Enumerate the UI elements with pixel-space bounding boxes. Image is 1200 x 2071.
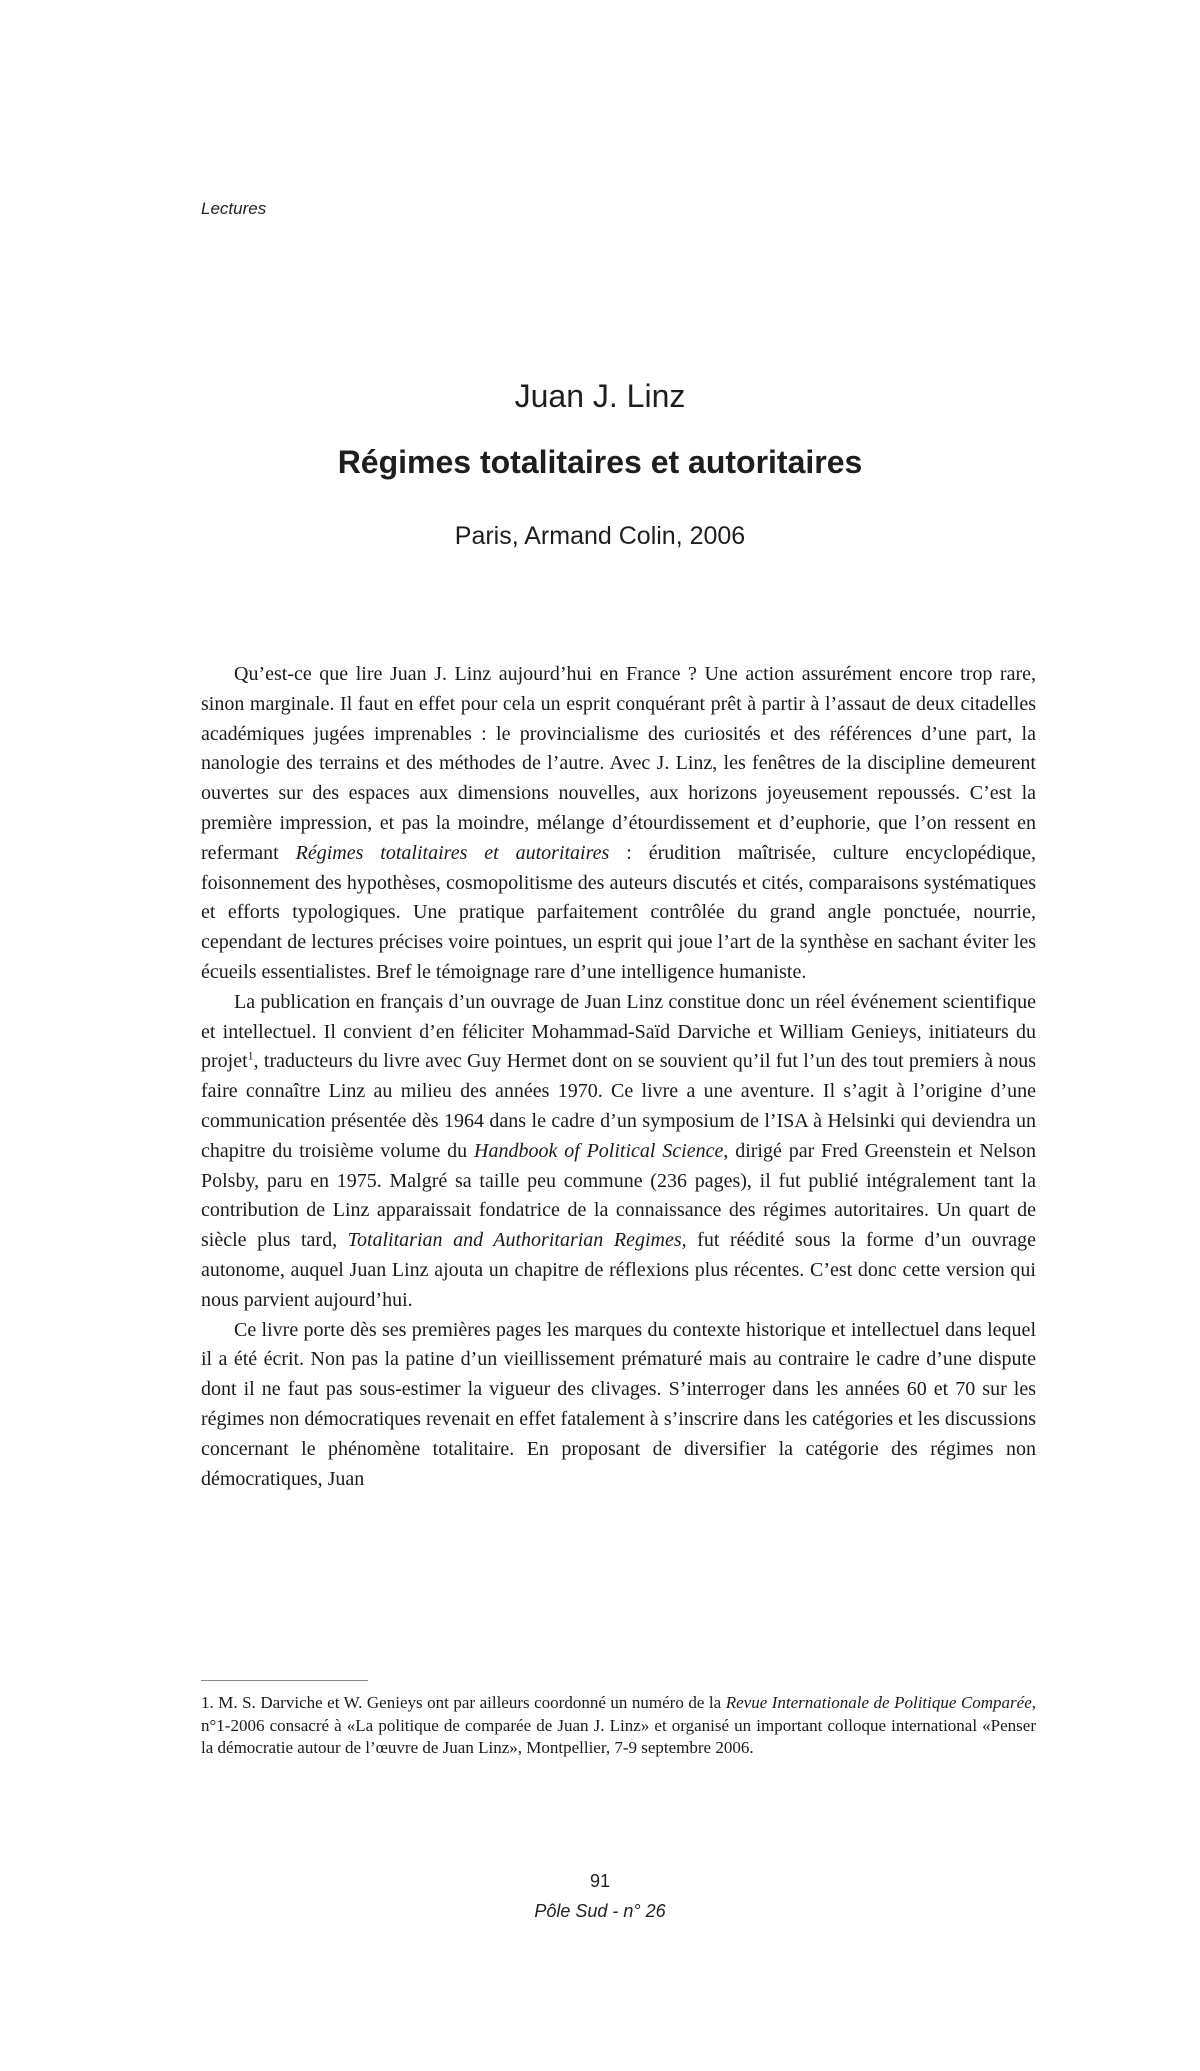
section-label: Lectures (201, 199, 267, 218)
paragraph-3: Ce livre porte dès ses premières pages les marques du contexte historique et intellectuel dans lequel il a été écrit. Non pas la patine d’un vieillissement prématuré mais au contraire le cadre d’une dispute dont il ne faut pas sous-estimer la vigueur des clivages. S’interroger dans les années 60 et 70 sur les régimes non démocratiques revenait en effet fatalement à s’inscrire dans les catégories et les discussions concernant le phénomène totalitaire. En proposant de diversifier la catégorie des régimes non démocratiques, Juan (201, 1318, 1036, 1490)
handbook-title-italic: Handbook of Political Science (474, 1139, 724, 1162)
footnote-divider (201, 1680, 368, 1681)
book-author: Juan J. Linz (514, 378, 686, 414)
book-title: Régimes totalitaires et autoritaires (337, 444, 863, 480)
paragraph-1 (201, 660, 1036, 988)
paragraph-2-text-f: , fut réédité sous la forme d’un ouvrage autonome, auquel Juan Linz ajouta un chapitre de réflexions plus récentes. C’est donc cette version qui nous parvient aujourd’hui. (201, 1229, 1036, 1311)
footnote-text-c: , n°1-2006 consacré à «La politique de comparée de Juan J. Linz» et organisé un important colloque international «Penser la démocratie autour de l’œuvre de Juan Linz», Montpellier, 7-9 septembre 2006. (201, 1693, 1036, 1757)
original-title-italic: Totalitarian and Authoritarian Regimes (347, 1229, 682, 1252)
book-publisher: Paris, Armand Colin, 2006 (454, 522, 746, 550)
paragraph-1-text-c: : érudition maîtrisée, culture encyclopédique, foisonnement des hypothèses, cosmopolitisme des auteurs discutés et cités, comparaisons systématiques et efforts typologiques. Une pratique parfaitement contrôlée du grand angle ponctuée, nourrie, cependant de lectures précises voire pointues, un esprit qui joue l’art de la synthèse en sachant éviter les écueils essentialistes. Bref le témoignage rare d’une intelligence humaniste. (201, 841, 1036, 983)
paragraph-2-text-b: , traducteurs du livre avec Guy Hermet dont on se souvient qu’il fut l’un des tout premiers à nous faire connaître Linz au milieu des années 1970. Ce livre a une aventure. Il s’agit à l’origine d’une communication présentée dès 1964 dans le cadre d’un symposium de l’ISA à Helsinki qui deviendra un chapitre du troisième volume du (201, 1050, 1036, 1162)
page-number: 91 (589, 1871, 611, 1891)
footnote (201, 1692, 1036, 1760)
paragraph-2-text-d: , dirigé par Fred Greenstein et Nelson Polsby, paru en 1975. Malgré sa taille peu commune (236 pages), il fut publié intégralement tant la contribution de Linz apparaissait fondatrice de la connaissance des régimes autoritaires. Un quart de siècle plus tard, (201, 1139, 1036, 1252)
footnote-reference[interactable]: 1 (247, 1048, 254, 1063)
footnote-text-a: 1. M. S. Darviche et W. Genieys ont par ailleurs coordonné un numéro de la (201, 1693, 726, 1712)
journal-issue: Pôle Sud - n° 26 (534, 1901, 666, 1921)
review-body (201, 660, 1036, 1494)
book-title-italic: Régimes totalitaires et autoritaires (295, 841, 610, 864)
paragraph-2 (201, 988, 1036, 1316)
journal-title-italic: Revue Internationale de Politique Comparée (725, 1693, 1032, 1712)
paragraph-2-text-a: La publication en français d’un ouvrage de Juan Linz constitue donc un réel événement scientifique et intellectuel. Il convient d’en féliciter Mohammad-Saïd Darviche et William Genieys, initiateurs du projet (201, 990, 1036, 1073)
paragraph-1-text-a: Qu’est-ce que lire Juan J. Linz aujourd’hui en France ? Une action assurément encore trop rare, sinon marginale. Il faut en effet pour cela un esprit conquérant prêt à partir à l’assaut de deux citadelles académiques jugées imprenables : le provincialisme des curiosités et des références d’une part, la nanologie des terrains et des méthodes de l’autre. Avec J. Linz, les fenêtres de la discipline demeurent ouvertes sur des espaces aux dimensions nouvelles, aux horizons joyeusement repoussés. C’est la première impression, et pas la moindre, mélange d’étourdissement et d’euphorie, que l’on ressent en refermant (201, 663, 1036, 864)
